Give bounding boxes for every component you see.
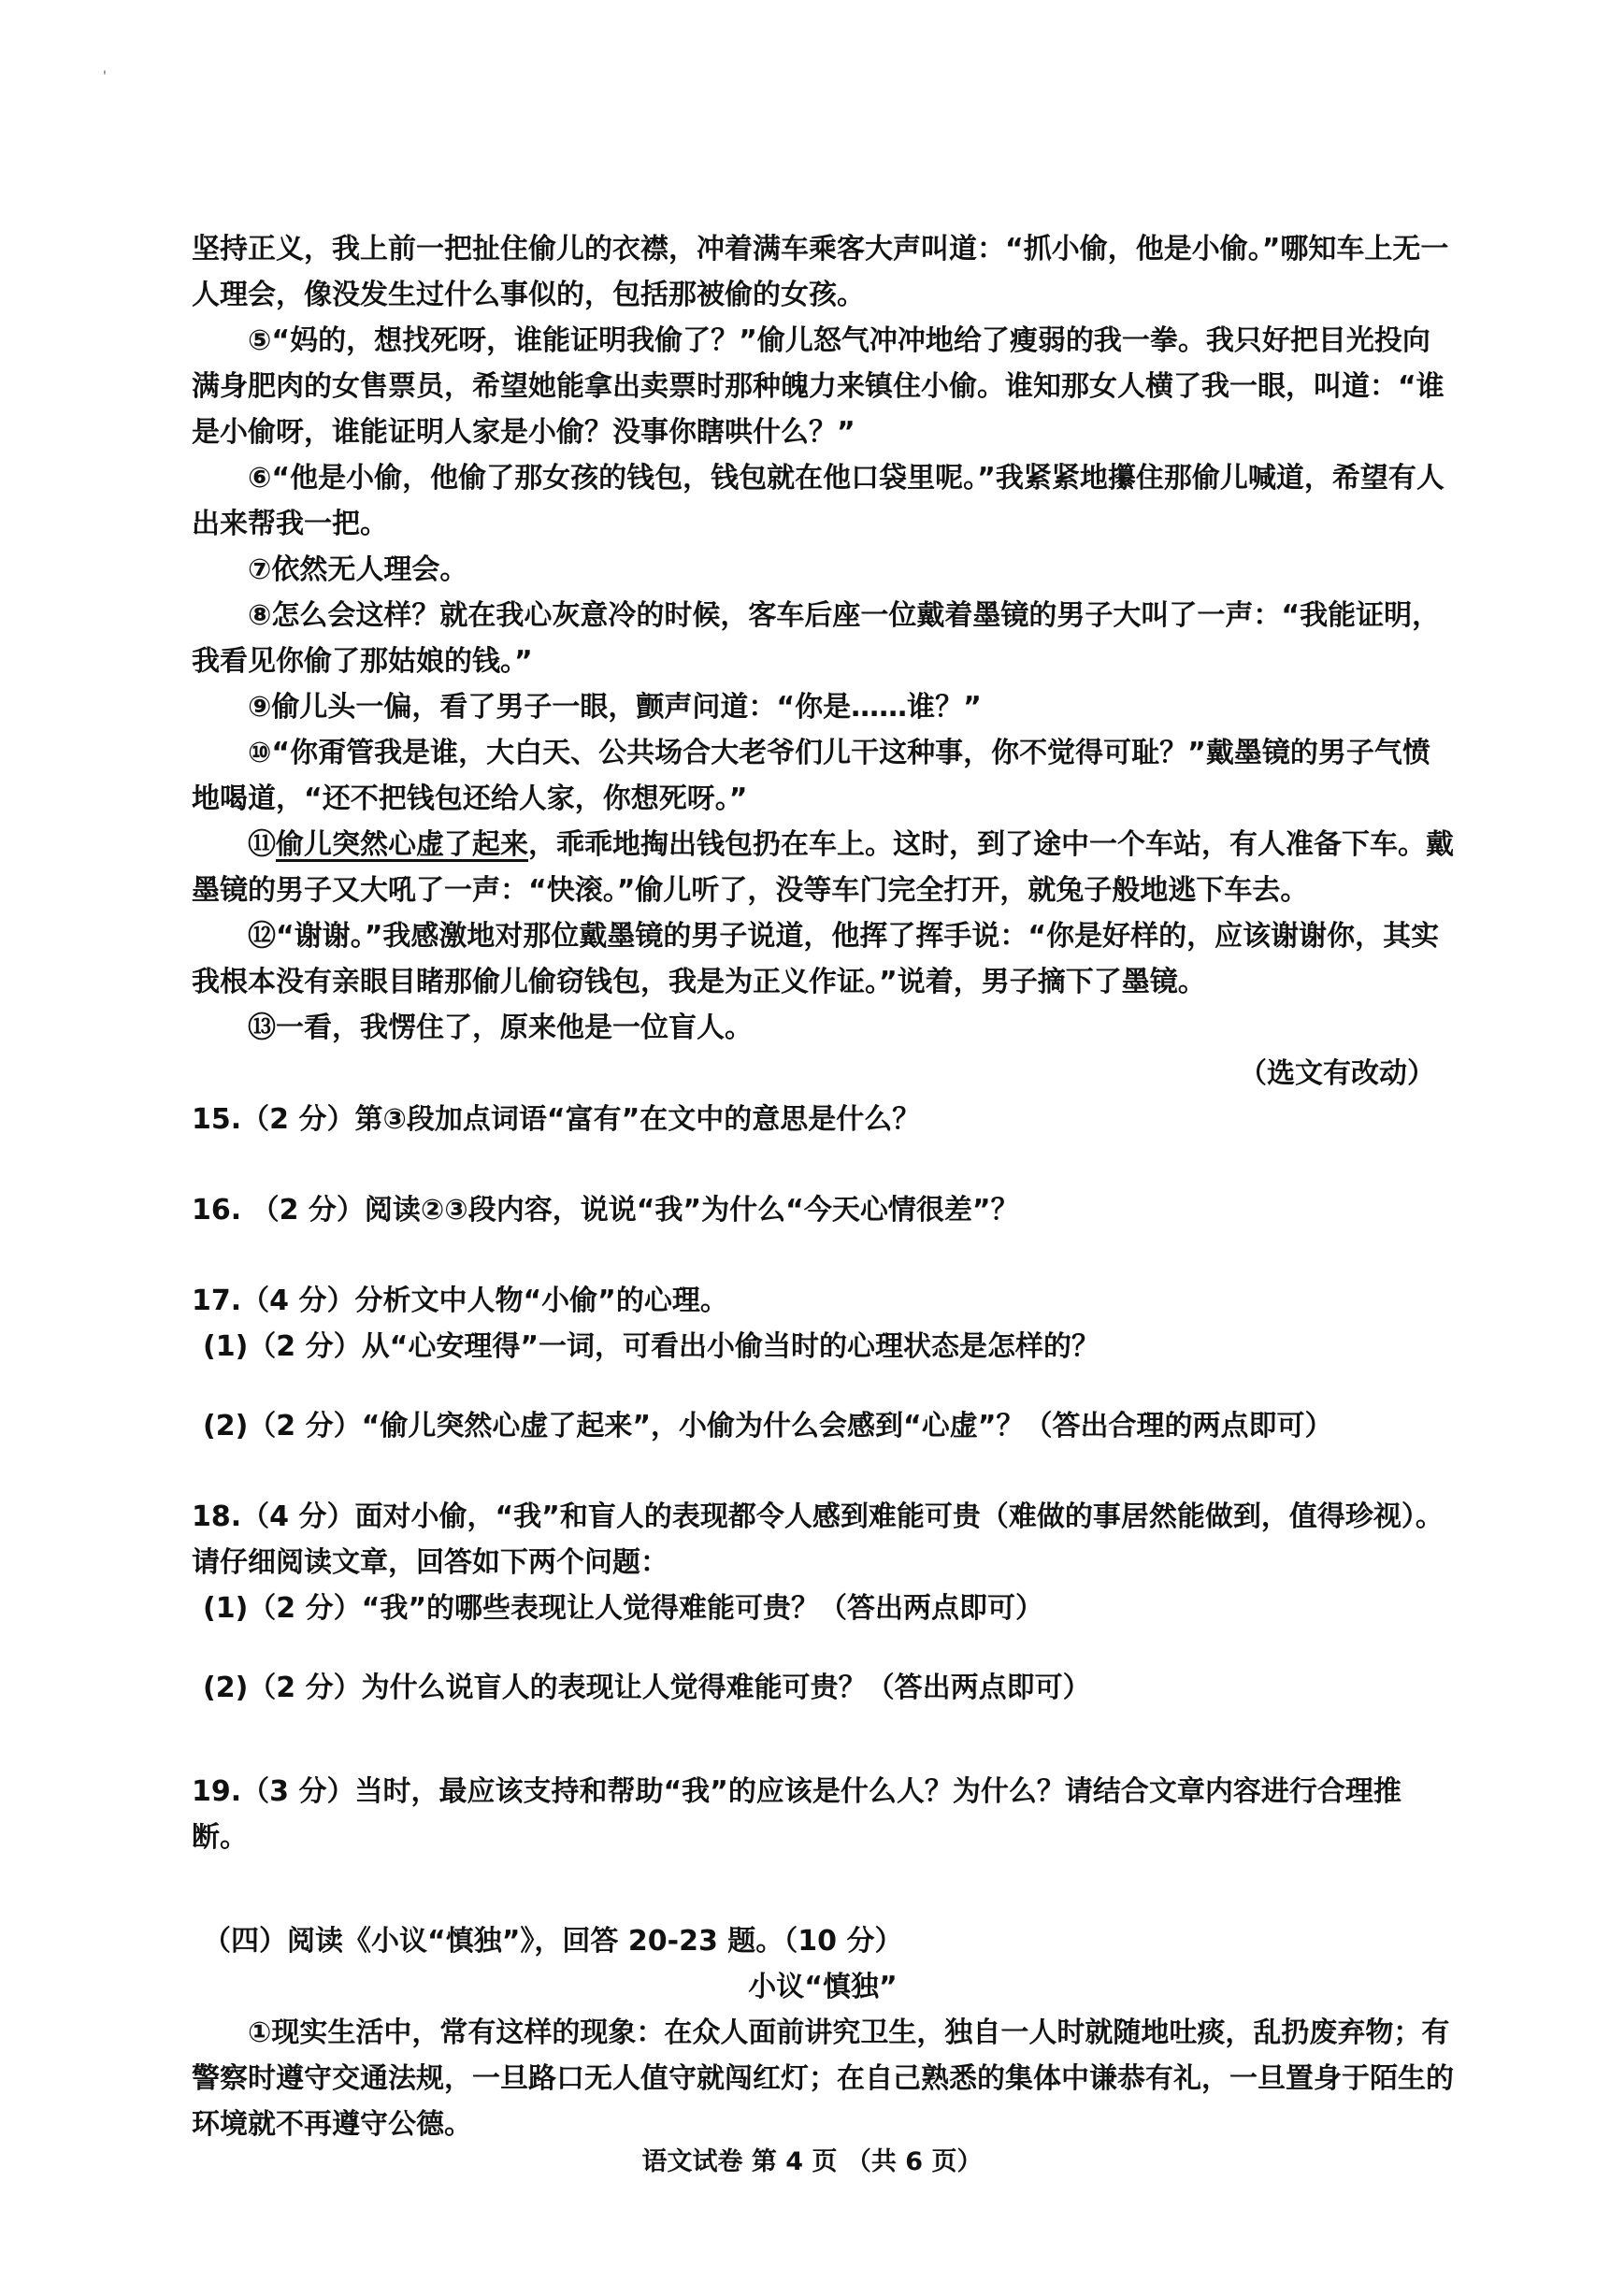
source-note: （选文有改动） [1239,1057,1435,1090]
answer-space [192,1449,1454,1494]
question-18: 18.（4 分）面对小偷，“我”和盲人的表现都令人感到难能可贵（难做的事居然能做到，值得珍视）。请仔细阅读文章，回答如下两个问题： [192,1500,1444,1579]
answer-space [192,1711,1454,1769]
underlined-sentence: 偷儿突然心虚了起来 [276,828,528,861]
question-17: 17.（4 分）分析文中人物“小偷”的心理。 [192,1284,728,1317]
page-footer: 语文试卷 第 4 页 （共 6 页） [641,2147,983,2176]
question-17-2: (2)（2 分）“偷儿突然心虚了起来”，小偷为什么会感到“心虚”？（答出合理的两点即可） [203,1410,1333,1442]
scan-mark: ' [103,69,107,84]
passage-paragraph-12: ⑫“谢谢。”我感激地对那位戴墨镜的男子说道，他挥了挥手说：“你是好样的，应该谢谢你，其实我根本没有亲眼目睹那偷儿偷窃钱包，我是为正义作证。”说着，男子摘下了墨镜。 [192,920,1440,998]
page-content [192,226,1454,2147]
answer-space [192,1631,1454,1665]
passage-paragraph-13: ⑬一看，我愣住了，原来他是一位盲人。 [248,1012,753,1044]
answer-space [192,1370,1454,1403]
passage-paragraph-continued: 坚持正义，我上前一把扯住偷儿的衣襟，冲着满车乘客大声叫道：“抓小偷，他是小偷。”哪知车上无一人理会，像没发生过什么事似的，包括那被偷的女孩。 [192,233,1449,311]
article-title: 小议“慎独” [748,1971,898,2003]
question-19: 19.（3 分）当时，最应该支持和帮助“我”的应该是什么人？为什么？请结合文章内容进行合理推断。 [192,1775,1401,1854]
question-18-1: (1)（2 分）“我”的哪些表现让人觉得难能可贵？（答出两点即可） [203,1592,1044,1625]
passage-paragraph-5: ⑤“妈的，想找死呀，谁能证明我偷了？”偷儿怒气冲冲地给了瘦弱的我一拳。我只好把目光投向满身肥肉的女售票员，希望她能拿出卖票时那种魄力来镇住小偷。谁知那女人横了我一眼，叫道：“谁是小偷呀，谁能证明人家是小偷？没事你瞎哄什么？” [192,324,1444,449]
question-15: 15.（2 分）第③段加点词语“富有”在文中的意思是什么？ [192,1103,921,1136]
paragraph-text: ，乖乖地掏出钱包扔在车上。这时，到了途中一个车站，有人准备下车。戴墨镜的男子又大吼了一声：“快滚。”偷儿听了，没等车门完全打开，就兔子般地逃下车去。 [192,828,1454,907]
passage-paragraph-9: ⑨偷儿头一偏，看了男子一眼，颤声问道：“你是……谁？” [248,691,982,724]
answer-space [192,1233,1454,1278]
passage-paragraph-6: ⑥“他是小偷，他偷了那女孩的钱包，钱包就在他口袋里呢。”我紧紧地攥住那偷儿喊道，希望有人出来帮我一把。 [192,462,1444,540]
passage-paragraph-8: ⑧怎么会这样？就在我心灰意冷的时候，客车后座一位戴着墨镜的男子大叫了一声：“我能证明，我看见你偷了那姑娘的钱。” [192,599,1441,678]
passage-paragraph-7: ⑦依然无人理会。 [248,553,468,586]
answer-space [192,1142,1454,1187]
section-4-heading: （四）阅读《小议“慎独”》，回答 20-23 题。（10 分） [203,1925,903,1958]
article-paragraph-1: ①现实生活中，常有这样的现象：在众人面前讲究卫生，独自一人时就随地吐痰，乱扔废弃物；有警察时遵守交通法规，一旦路口无人值守就闯红灯；在自己熟悉的集体中谦恭有礼，一旦置身于陌生的环境就不再遵守公德。 [192,2016,1454,2141]
passage-paragraph-11 [192,822,1454,913]
question-18-2: (2)（2 分）为什么说盲人的表现让人觉得难能可贵？（答出两点即可） [203,1672,1091,1704]
paragraph-number: ⑪ [248,828,276,861]
passage-paragraph-10: ⑩“你甭管我是谁，大白天、公共场合大老爷们儿干这种事，你不觉得可耻？”戴墨镜的男子气愤地喝道，“还不把钱包还给人家，你想死呀。” [192,737,1430,815]
answer-space [192,1860,1454,1918]
question-16: 16. （2 分）阅读②③段内容，说说“我”为什么“今天心情很差”？ [192,1194,1019,1227]
question-17-1: (1)（2 分）从“心安理得”一词，可看出小偷当时的心理状态是怎样的？ [203,1330,1100,1363]
